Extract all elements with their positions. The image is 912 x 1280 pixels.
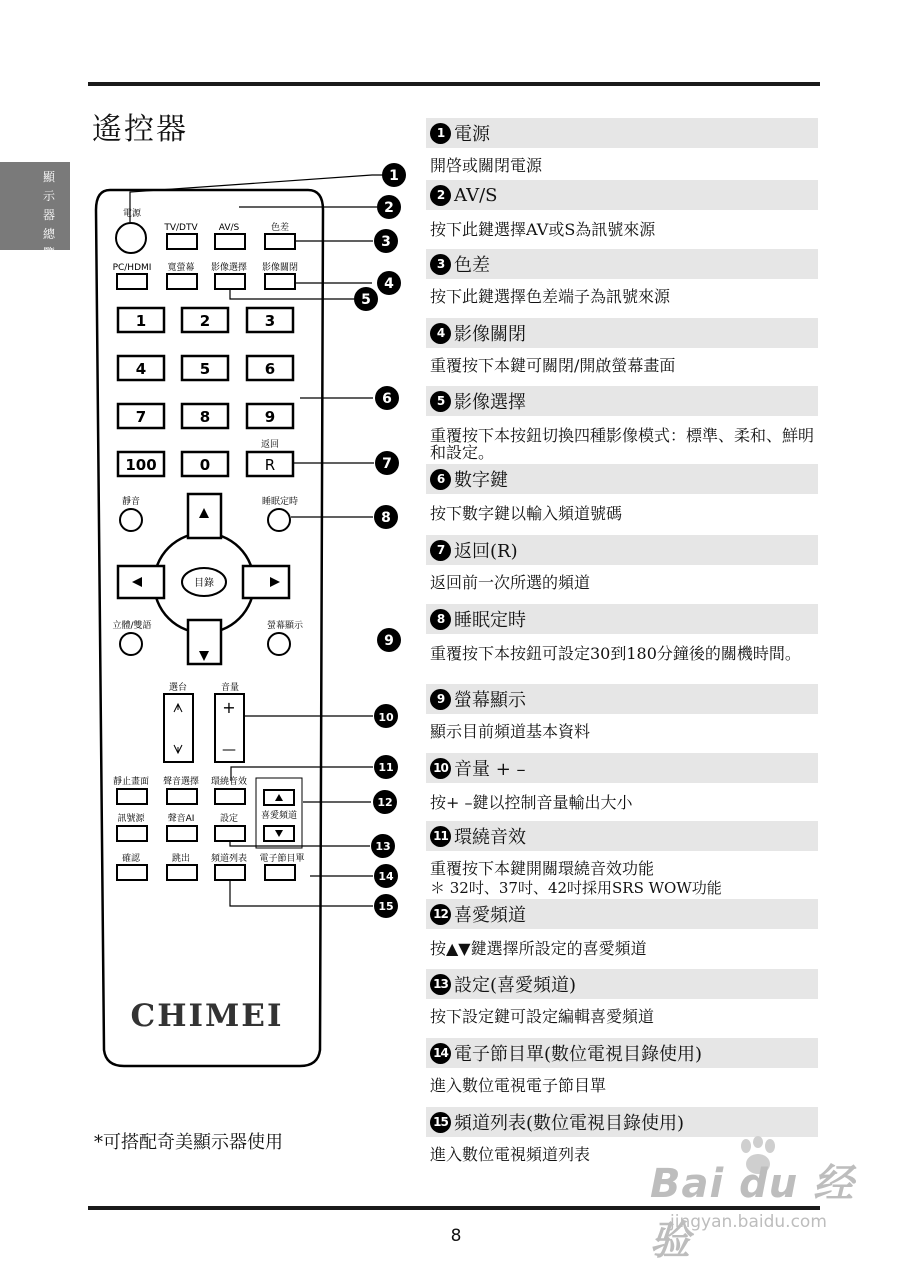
callout-10-num: 10: [378, 711, 394, 724]
item-head-6: [426, 464, 818, 494]
key-5-label: 5: [199, 360, 211, 378]
key-1-label: 1: [135, 312, 147, 330]
item-title: 影像關閉: [454, 324, 526, 345]
item-title: 數字鍵: [454, 470, 508, 491]
item-title: 環繞音效: [454, 827, 526, 848]
callout-8-num: 8: [381, 510, 391, 526]
item-number: 12: [430, 904, 451, 925]
item-desc-2: 按下此鍵選擇AV或S為訊號來源: [430, 220, 656, 239]
label-avs: AV/S: [218, 223, 240, 233]
item-number: 7: [430, 540, 451, 561]
item-head-7: [426, 535, 818, 565]
remote-diagram: [80, 150, 420, 1070]
item-number: 14: [430, 1043, 451, 1064]
side-tab-label: 顯示器總覽: [42, 170, 55, 260]
label-wide: 寬螢幕: [167, 263, 195, 273]
side-tab: [0, 162, 70, 260]
callout-11-num: 11: [378, 761, 394, 774]
item-desc-15: 進入數位電視頻道列表: [430, 1145, 591, 1164]
label-source: 訊號源: [117, 814, 145, 824]
item-desc-4: 重覆按下本鍵可關閉/開啟螢幕畫面: [430, 356, 676, 375]
item-number: 15: [430, 1112, 451, 1133]
key-0-label: 0: [199, 456, 211, 474]
callout-5-num: 5: [361, 292, 371, 308]
label-sound-select: 聲音選擇: [162, 777, 200, 787]
item-number: 5: [430, 391, 451, 412]
item-number: 4: [430, 323, 451, 344]
callout-3-num: 3: [381, 234, 391, 250]
page-title: 遙控器: [92, 112, 188, 147]
label-favorite: 喜愛頻道: [260, 811, 298, 821]
callout-6-num: 6: [382, 391, 392, 407]
item-head-12: [426, 899, 818, 929]
item-head-14: [426, 1038, 818, 1068]
label-epg: 電子節目單: [259, 854, 305, 864]
item-head-4: [426, 318, 818, 348]
label-channel-list: 頻道列表: [210, 854, 248, 864]
label-exit: 跳出: [171, 854, 191, 864]
label-volume: 音量: [220, 683, 240, 693]
key-6-label: 6: [264, 360, 276, 378]
item-number: 11: [430, 826, 451, 847]
item-desc-5: 重覆按下本按鈕切換四種影像模式：標準、柔和、鮮明和設定。: [430, 426, 815, 462]
item-title: 返回(R): [454, 541, 518, 562]
callout-14-num: 14: [378, 870, 394, 883]
item-desc-11-note: ＊ 32吋、37吋、42吋採用SRS WOW功能: [430, 879, 722, 897]
callout-12-num: 12: [377, 796, 393, 809]
item-head-10: [426, 753, 818, 783]
callout-4-num: 4: [384, 276, 394, 292]
label-picture-off: 影像關閉: [261, 263, 299, 273]
item-desc-10: 按+ –鍵以控制音量輸出大小: [430, 793, 633, 812]
key-2-label: 2: [199, 312, 211, 330]
item-head-9: [426, 684, 818, 714]
label-power: 電源: [122, 209, 142, 219]
compatibility-note: *可搭配奇美顯示器使用: [94, 1132, 283, 1153]
item-title: 喜愛頻道: [454, 905, 526, 926]
item-title: 電源: [454, 124, 490, 145]
callout-15-num: 15: [378, 900, 394, 913]
item-head-13: [426, 969, 818, 999]
item-number: 9: [430, 689, 451, 710]
dpad-right: [243, 566, 289, 598]
label-channel: 選台: [168, 683, 188, 693]
item-desc-12: 按▲▼鍵選擇所設定的喜愛頻道: [430, 939, 647, 958]
watermark-url: jingyan.baidu.com: [670, 1212, 827, 1232]
item-desc-1: 開啓或關閉電源: [430, 156, 543, 175]
label-component: 色差: [270, 223, 290, 233]
callout-1-num: 1: [389, 168, 399, 184]
item-number: 1: [430, 123, 451, 144]
item-number: 3: [430, 254, 451, 275]
item-number: 6: [430, 469, 451, 490]
key-4-label: 4: [135, 360, 147, 378]
item-title: AV/S: [454, 184, 498, 206]
item-desc-14: 進入數位電視電子節目單: [430, 1076, 607, 1095]
item-desc-11: 重覆按下本鍵開關環繞音效功能: [430, 859, 655, 878]
item-title: 電子節目單(數位電視目錄使用): [454, 1044, 703, 1065]
label-surround: 環繞音效: [210, 777, 248, 787]
item-desc-7: 返回前一次所選的頻道: [430, 573, 591, 592]
item-title: 螢幕顯示: [454, 690, 526, 711]
item-desc-9: 顯示目前頻道基本資料: [430, 722, 591, 741]
callout-9-num: 9: [384, 633, 394, 649]
callout-13-num: 13: [375, 840, 391, 853]
item-desc-13: 按下設定鍵可設定編輯喜愛頻道: [430, 1007, 655, 1026]
top-rule: [88, 82, 820, 86]
key-9-label: 9: [264, 408, 276, 426]
label-picture-select: 影像選擇: [210, 263, 248, 273]
callout-7-num: 7: [382, 456, 392, 472]
key-8-label: 8: [199, 408, 211, 426]
label-menu: 目錄: [194, 578, 214, 589]
brand-logo: CHIMEI: [130, 998, 284, 1034]
label-return: 返回: [260, 440, 280, 450]
label-mute: 靜音: [121, 497, 141, 507]
item-number: 10: [430, 758, 451, 779]
item-number: 8: [430, 609, 451, 630]
label-tvdtv: TV/DTV: [164, 223, 198, 233]
item-head-1: [426, 118, 818, 148]
watermark: [650, 1150, 860, 1264]
label-setup: 設定: [219, 814, 239, 824]
item-desc-6: 按下數字鍵以輸入頻道號碼: [430, 504, 623, 523]
callout-2-num: 2: [384, 200, 394, 216]
key-r-label: R: [264, 456, 276, 474]
item-number: 13: [430, 974, 451, 995]
key-100-label: 100: [125, 456, 157, 474]
item-head-15: [426, 1107, 818, 1137]
item-desc-8: 重覆按下本按鈕可設定30到180分鐘後的關機時間。: [430, 644, 801, 663]
label-pchdmi: PC/HDMI: [112, 263, 152, 273]
item-title: 設定(喜愛頻道): [454, 975, 577, 996]
volume-plus: +: [222, 698, 236, 717]
item-title: 睡眠定時: [454, 610, 526, 631]
label-stereo: 立體/雙語: [112, 621, 152, 631]
item-title: 色差: [454, 255, 490, 276]
watermark-logo: Bai du 经验: [650, 1161, 855, 1264]
item-head-3: [426, 249, 818, 279]
page-number: 8: [450, 1226, 462, 1246]
label-sleep: 睡眠定時: [261, 497, 299, 507]
key-7-label: 7: [135, 408, 147, 426]
label-freeze: 靜止畫面: [112, 777, 150, 787]
volume-minus: —: [222, 742, 236, 758]
item-head-2: [426, 180, 818, 210]
item-number: 2: [430, 185, 451, 206]
item-title: 音量 + –: [454, 759, 526, 780]
item-head-5: [426, 386, 818, 416]
key-3-label: 3: [264, 312, 276, 330]
label-display: 螢幕顯示: [266, 621, 304, 631]
item-title: 影像選擇: [454, 392, 526, 413]
label-sound-ai: 聲音AI: [167, 814, 195, 824]
item-title: 頻道列表(數位電視目錄使用): [454, 1113, 685, 1134]
label-ok: 確認: [121, 854, 141, 864]
item-desc-3: 按下此鍵選擇色差端子為訊號來源: [430, 287, 671, 306]
item-head-8: [426, 604, 818, 634]
item-head-11: [426, 821, 818, 851]
